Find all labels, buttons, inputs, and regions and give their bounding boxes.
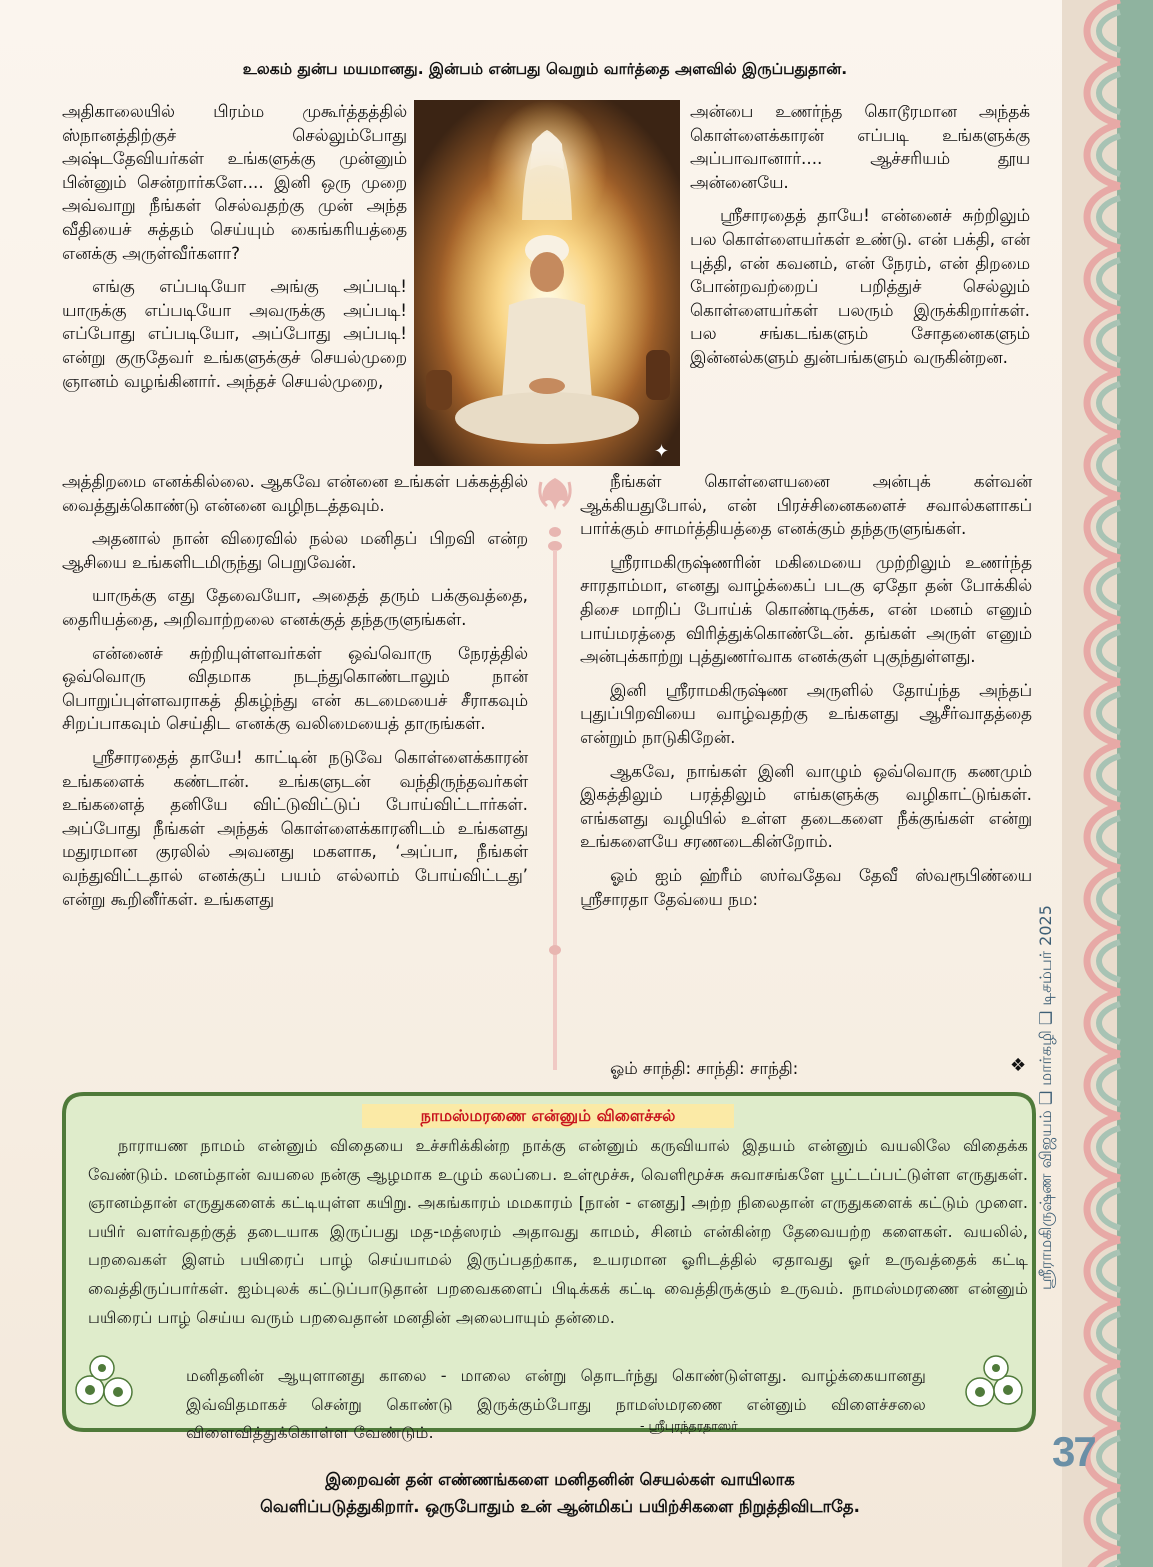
top-quote: உலகம் துன்ப மயமானது. இன்பம் என்பது வெறும் வார்த்தை அளவில் இருப்பதுதான். (242, 60, 848, 78)
om-shanti: ஓம் சாந்தி: சாந்தி: சாந்தி: (610, 1058, 799, 1078)
bottom-quote (60, 1466, 1060, 1520)
magazine-page: ஸ்ரீராமகிருஷ்ண விஜயம் ❑ மார்கழி ❑ டிசம்பர் 2025 37 உலகம் துன்ப மயமானது. இன்பம் என்பது வெறும் வார்த்தை அளவில் இருப்பதுதான். அதிகாலையில் பிரம்ம முகூர்த்தத்தில் ஸ்நானத்திற்குச் செல்லும்போது அஷ்டதேவியர்கள் உங்களுக்கு முன்னும் பின்னும் சென்றார்களே.... இனி ஒரு முறை அவ்வாறு நீங்கள் செல்வதற்கு முன் அந்த வீதியைச் சுத்தம் செய்யும் கைங்கரியத்தை எனக்கு அருள்வீர்களா? எங்கு எப்படியோ அங்கு அப்படி! யாருக்கு எப்படியோ அவருக்கு அப்படி! எப்போது எப்படியோ, அப்போது அப்படி! என்று குருதேவர் உங்களுக்குச் செயல்முறை ஞானம் வழங்கினார். அந்தச் செயல்முறை, ✦ அத்திறமை எனக்கில்லை. ஆகவே என்னை உங்கள் பக்கத்தில் வைத்துக்கொண்டு என்னை வழிநடத்தவும். அதனால் நான் விரைவில் நல்ல மனிதப் பிறவி என்ற ஆசியை உங்களிடமிருந்து பெறுவேன். யாருக்கு எது தேவையோ, அதைத் தரும் பக்குவத்தை, தைரியத்தை, அறிவாற்றலை எனக்குத் தந்தருளுங்கள். என்னைச் சுற்றியுள்ளவர்கள் ஒவ்வொரு நேரத்தில் ஒவ்வொரு விதமாக நடந்துகொண்டாலும் நான் பொறுப்புள்ளவராகத் திகழ்ந்து என் கடமையைச் சீராகவும் சிறப்பாகவும் செய்திட எனக்கு வலிமையைத் தாருங்கள். ஸ்ரீசாரதைத் தாயே! காட்டின் நடுவே கொள்ளைக்காரன் உங்களைக் கண்டான். உங்களுடன் வந்திருந்தவர்கள் உங்களைத் தனியே விட்டுவிட்டுப் போய்விட்டார்கள். அப்போது நீங்கள் அந்தக் கொள்ளைக்காரனிடம் உங்களது மதுரமான குரலில் அவனது மகளாக, ‘அப்பா, நீங்கள் வந்துவிட்டதால் எனக்குப் பயம் எல்லாம் போய்விட்டது’ என்று கூறினீர்கள். உங்களது அன்பை உணர்ந்த கொடூரமான அந்தக் கொள்ளைக்காரன் எப்படி உங்களுக்கு அப்பாவானார்.... ஆச்சரியம் தூய அன்னையே. ஸ்ரீசாரதைத் தாயே! என்னைச் சுற்றிலும் பல கொள்ளையர்கள் உண்டு. என் பக்தி, என் புத்தி, என் கவனம், என் நேரம், என் திறமை போன்றவற்றைப் பறித்துச் செல்லும் கொள்ளையர்கள் பலரும் இருக்கிறார்கள். பல சங்கடங்களும் சோதனைகளும் இன்னல்களும் துன்பங்களும் வருகின்றன. நீங்கள் கொள்ளையனை அன்புக் கள்வன் ஆக்கியதுபோல், என் பிரச்சினைகளைச் சவால்களாகப் பார்க்கும் சாமர்த்தியத்தை எனக்கும் தந்தருளுங்கள். ஸ்ரீராமகிருஷ்ணரின் மகிமையை முற்றிலும் உணர்ந்த சாரதாம்மா, எனது வாழ்க்கைப் படகு ஏதோ தன் போக்கில் திசை மாறிப் போய்க் கொண்டிருக்க, என் மனம் எனும் பாய்மரத்தை விரித்துக்கொண்டேன். தங்கள் அருள் எனும் அன்புக்காற்று புத்துணர்வாக எனக்குள் புகுந்துள்ளது. இனி ஸ்ரீராமகிருஷ்ண அருளில் தோய்ந்த அந்தப் புதுப்பிறவியை வாழ்வதற்கு உங்களது ஆசீர்வாதத்தை என்றும் நாடுகிறேன். ஆகவே, நாங்கள் இனி வாழும் ஒவ்வொரு கணமும் இகத்திலும் பரத்திலும் எங்களுக்கு வழிகாட்டுங்கள். எங்களது வழியில் உள்ள தடைகளை நீக்குங்கள் என்று உங்களையே சரணடைகின்றோம். ஓம் ஐம் ஹ்ரீம் ஸர்வதேவ தேவீ ஸ்வரூபிண்யை ஸ்ரீசாரதா தேவ்யை நம: ஓம் சாந்தி: சாந்தி: சாந்தி: ❖ நாமஸ்மரணை என்னும் விளைச்சல் நாராயண நாமம் என்னும் விதையை உச்சரிக்கின்ற நாக்கு என்னும் கருவியால் இதயம் என்னும் வயலிலே விதைக்க வேண்டும். மனம்தான் வயலை நன்கு ஆழமாக உழும் கலப்பை. உள்மூச்சு, வெளிமூச்சு சுவாசங்களே பூட்டப்பட்டுள்ள எருதுகள். ஞானம்தான் எருதுகளைக் கட்டியுள்ள கயிறு. அகங்காரம் மமகாரம் [நான் - எனது] அற்ற நிலைதான் எருதுகளைக் கட்டும் முளை. பயிர் வளர்வதற்குத் தடையாக இருப்பது மத-மத்ஸரம் அதாவது காமம், சினம் என்கின்ற தேவையற்ற களைகள். வயலில், பறவைகள் இளம் பயிரைப் பாழ் செய்யாமல் இருப்பதற்காக, உயரமான ஓரிடத்தில் ஏதாவது ஓர் உருவத்தைக் கட்டி வைத்திருப்பார்கள். ஐம்புலக் கட்டுப்பாடுதான் பறவைகளைப் பிடிக்கக் கட்டி வைத்திருக்கும் உருவம். நாமஸ்மரணை என்னும் பயிரைப் பாழ் செய்ய வரும் பறவைதான் மனதின் அலைபாயும் தன்மை. மனிதனின் ஆயுளானது காலை - மாலை என்று தொடர்ந்து கொண்டுள்ளது. வாழ்க்கையானது இவ்விதமாகச் சென்று கொண்டு இருக்கும்போது நாமஸ்மரணை என்னும் விளைச்சலை விளைவித்துக்கொள்ள வேண்டும். - ஸ்ரீபுரந்தரதாஸர் இறைவன் தன் எண்ணங்களை மனிதனின் செயல்கள் வாயிலாக வெளிப்படுத்துகிறார். ஒருபோதும் உன் ஆன்மிகப் பயிற்சிகளை நிறுத்திவிடாதே. (0, 0, 1153, 1567)
paragraph: என்னைச் சுற்றியுள்ளவர்கள் ஒவ்வொரு நேரத்தில் ஒவ்வொரு விதமாக நடந்துகொண்டாலும் நான் பொறுப்புள்ளவராகத் திகழ்ந்து என் கடமையைச் சீராகவும் சிறப்பாகவும் செய்திட எனக்கு வலிமையைத் தாருங்கள். (62, 642, 528, 734)
left-column-bottom (62, 470, 528, 921)
paragraph: ஸ்ரீராமகிருஷ்ணரின் மகிமையை முற்றிலும் உணர்ந்த சாரதாம்மா, எனது வாழ்க்கைப் படகு ஏதோ தன் போக்கில் திசை மாறிப் போய்க் கொண்டிருக்க, என் மனம் எனும் பாய்மரத்தை விரித்துக்கொண்டேன். தங்கள் அருள் எனும் அன்புக்காற்று புத்துணர்வாக எனக்குள் புகுந்துள்ளது. (580, 551, 1032, 667)
paragraph: அன்பை உணர்ந்த கொடூரமான அந்தக் கொள்ளைக்காரன் எப்படி உங்களுக்கு அப்பாவானார்.... ஆச்சரியம் தூய அன்னையே. (690, 101, 1030, 192)
paragraph: ஓம் ஐம் ஹ்ரீம் ஸர்வதேவ தேவீ ஸ்வரூபிண்யை ஸ்ரீசாரதா தேவ்யை நம: (580, 864, 1032, 909)
svg-text:✦: ✦ (654, 441, 670, 462)
page-number: 37 (1052, 1428, 1095, 1475)
bottom-quote-line: வெளிப்படுத்துகிறார். ஒருபோதும் உன் ஆன்மிகப் பயிற்சிகளை நிறுத்திவிடாதே. (260, 1497, 860, 1516)
paragraph: ஆகவே, நாங்கள் இனி வாழும் ஒவ்வொரு கணமும் இகத்திலும் பரத்திலும் எங்களுக்கு வழிகாட்டுங்கள். எங்களது வழியில் உள்ள தடைகளை நீக்குங்கள் என்று உங்களையே சரணடைகின்றோம். (580, 760, 1032, 852)
paragraph: எங்கு எப்படியோ அங்கு அப்படி! யாருக்கு எப்படியோ அவருக்கு அப்படி! எப்போது எப்படியோ, அப்போது அப்படி! என்று குருதேவர் உங்களுக்குச் செயல்முறை ஞானம் வழங்கினார். அந்தச் செயல்முறை, (62, 276, 407, 391)
paragraph: நீங்கள் கொள்ளையனை அன்புக் கள்வன் ஆக்கியதுபோல், என் பிரச்சினைகளைச் சவால்களாகப் பார்க்கும் சாமர்த்தியத்தை எனக்கும் தந்தருளுங்கள். (580, 471, 1032, 539)
box-text-closing: மனிதனின் ஆயுளானது காலை - மாலை என்று தொடர்ந்து கொண்டுள்ளது. வாழ்க்கையானது இவ்விதமாகச் சென்று கொண்டு இருக்கும்போது நாமஸ்மரணை என்னும் விளைச்சலை விளைவித்துக்கொள்ள வேண்டும். (186, 1366, 926, 1443)
box-signature: - ஸ்ரீபுரந்தரதாஸர் (640, 1418, 738, 1433)
right-column-bottom (580, 470, 1032, 921)
end-mark-icon: ❖ (1010, 1055, 1027, 1076)
paragraph: இனி ஸ்ரீராமகிருஷ்ண அருளில் தோய்ந்த அந்தப் புதுப்பிறவியை வாழ்வதற்கு உங்களது ஆசீர்வாதத்தை என்றும் நாடுகிறேன். (580, 679, 1032, 747)
right-column-top (690, 100, 1030, 380)
bottom-quote-line: இறைவன் தன் எண்ணங்களை மனிதனின் செயல்கள் வாயிலாக (325, 1470, 795, 1489)
column-divider-icon (535, 470, 575, 1090)
box-text: நாராயண நாமம் என்னும் விதையை உச்சரிக்கின்ற நாக்கு என்னும் கருவியால் இதயம் என்னும் வயலிலே விதைக்க வேண்டும். மனம்தான் வயலை நன்கு ஆழமாக உழும் கலப்பை. உள்மூச்சு, வெளிமூச்சு சுவாசங்களே பூட்டப்பட்டுள்ள எருதுகள். ஞானம்தான் எருதுகளைக் கட்டியுள்ள கயிறு. அகங்காரம் மமகாரம் [நான் - எனது] அற்ற நிலைதான் எருதுகளைக் கட்டும் முளை. பயிர் வளர்வதற்குத் தடையாக இருப்பது மத-மத்ஸரம் அதாவது காமம், சினம் என்கின்ற தேவையற்ற களைகள். வயலில், பறவைகள் இளம் பயிரைப் பாழ் செய்யாமல் இருப்பதற்காக, உயரமான ஓரிடத்தில் ஏதாவது ஓர் உருவத்தைக் கட்டி வைத்திருப்பார்கள். ஐம்புலக் கட்டுப்பாடுதான் பறவைகளைப் பிடிக்கக் கட்டி வைத்திருக்கும் உருவம். நாமஸ்மரணை என்னும் பயிரைப் பாழ் செய்ய வரும் பறவைதான் மனதின் அலைபாயும் தன்மை. (88, 1136, 1028, 1327)
box-title: நாமஸ்மரணை என்னும் விளைச்சல் (362, 1104, 734, 1128)
paragraph: அத்திறமை எனக்கில்லை. ஆகவே என்னை உங்கள் பக்கத்தில் வைத்துக்கொண்டு என்னை வழிநடத்தவும். (62, 471, 528, 515)
scallop-pattern-icon (1062, 0, 1122, 1567)
paragraph: யாருக்கு எது தேவையோ, அதைத் தரும் பக்குவத்தை, தைரியத்தை, அறிவாற்றலை எனக்குத் தந்தருளுங்கள். (62, 585, 528, 629)
paragraph: அதனால் நான் விரைவில் நல்ல மனிதப் பிறவி என்ற ஆசியை உங்களிடமிருந்து பெறுவேன். (62, 528, 528, 572)
paragraph: ஸ்ரீசாரதைத் தாயே! காட்டின் நடுவே கொள்ளைக்காரன் உங்களைக் கண்டான். உங்களுடன் வந்திருந்தவர்கள் உங்களைத் தனியே விட்டுவிட்டுப் போய்விட்டார்கள். அப்போது நீங்கள் அந்தக் கொள்ளைக்காரனிடம் உங்களது மதுரமான குரலில் அவனது மகளாக, ‘அப்பா, நீங்கள் வந்துவிட்டதால் எனக்குப் பயம் எல்லாம் போய்விட்டது’ என்று கூறினீர்கள். உங்களது (62, 746, 528, 909)
paragraph: ஸ்ரீசாரதைத் தாயே! என்னைச் சுற்றிலும் பல கொள்ளையர்கள் உண்டு. என் பக்தி, என் புத்தி, என் கவனம், என் நேரம், என் திறமை போன்றவற்றைப் பறித்துச் செல்லும் கொள்ளையர்கள் பலரும் இருக்கிறார்கள். பல சங்கடங்களும் சோதனைகளும் இன்னல்களும் துன்பங்களும் வருகின்றன. (690, 205, 1030, 367)
decorative-border-teal (1117, 0, 1153, 1567)
devotional-illustration (414, 100, 680, 466)
left-column-top (62, 100, 407, 403)
paragraph: அதிகாலையில் பிரம்ம முகூர்த்தத்தில் ஸ்நானத்திற்குச் செல்லும்போது அஷ்டதேவியர்கள் உங்களுக்கு முன்னும் பின்னும் சென்றார்களே.... இனி ஒரு முறை அவ்வாறு நீங்கள் செல்வதற்கு முன் அந்த வீதியைச் சுத்தம் செய்யும் கைங்கரியத்தை எனக்கு அருள்வீர்களா? (62, 101, 407, 263)
